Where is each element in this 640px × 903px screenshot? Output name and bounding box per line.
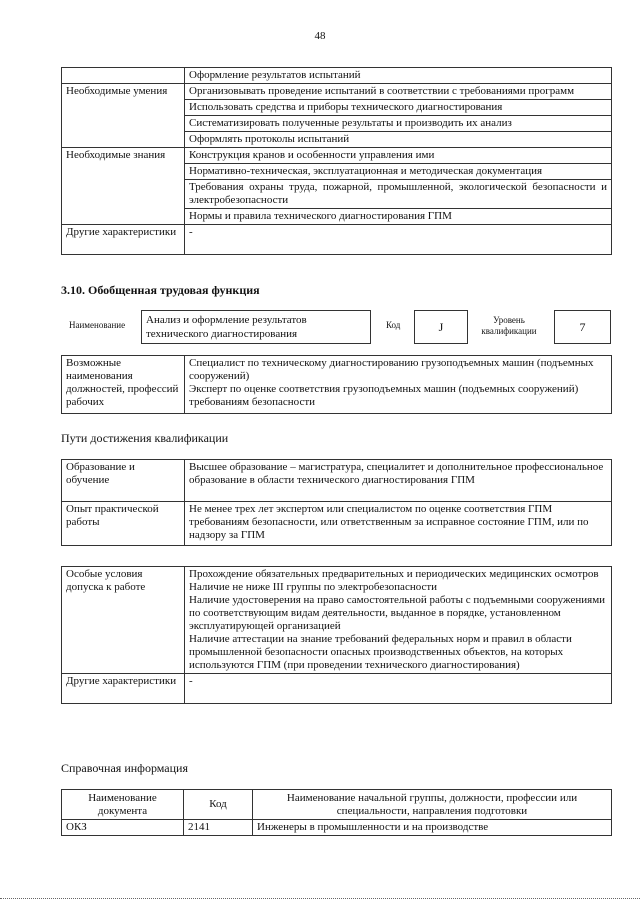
row-item: Конструкция кранов и особенности управления ими bbox=[185, 148, 612, 164]
table-row bbox=[62, 820, 612, 836]
experience-text: Не менее трех лет экспертом или специалистом по оценке соответствия ГПМ требованиям безопасности, или ответственным за исправное состояние ГПМ, или по надзору за ГПМ bbox=[185, 502, 612, 546]
function-code-box bbox=[414, 310, 468, 344]
reference-table bbox=[61, 789, 612, 836]
function-code-value: J bbox=[438, 320, 444, 334]
row-item: Нормативно-техническая, эксплуатационная и методическая документация bbox=[185, 164, 612, 180]
row-item: - bbox=[185, 225, 612, 255]
experience-label: Опыт практической работы bbox=[62, 502, 185, 546]
ref-cell-code: 2141 bbox=[184, 820, 253, 836]
row-label-knowledge: Необходимые знания bbox=[62, 148, 185, 225]
table-row bbox=[62, 84, 612, 100]
function-name-box bbox=[141, 310, 371, 344]
ref-cell-name: Инженеры в промышленности и на производстве bbox=[253, 820, 612, 836]
position-line: Специалист по техническому диагностированию грузоподъемных машин (подъемных сооружений) bbox=[189, 357, 594, 382]
row-item: Систематизировать полученные результаты и производить их анализ bbox=[185, 116, 612, 132]
row-label bbox=[62, 68, 185, 84]
ref-header-name: Наименование начальной группы, должности, профессии или специальности, направления подготовки bbox=[253, 790, 612, 820]
education-label: Образование и обучение bbox=[62, 460, 185, 502]
admission-table bbox=[61, 566, 612, 704]
table-row bbox=[62, 502, 612, 546]
admission-item: Прохождение обязательных предварительных и периодических медицинских осмотров bbox=[189, 568, 599, 580]
table-row bbox=[62, 225, 612, 255]
row-item: Оформление результатов испытаний bbox=[185, 68, 612, 84]
qualification-paths-heading: Пути достижения квалификации bbox=[61, 431, 229, 445]
admission-item: Наличие аттестации на знание требований федеральных норм и правил в области промышленной безопасности опасных производственных объектов, на которых используются ГПМ (при проведении технического диагностирования) bbox=[189, 633, 572, 671]
ref-cell-document: ОКЗ bbox=[62, 820, 184, 836]
function-code-label: Код bbox=[386, 320, 401, 330]
function-name-label: Наименование bbox=[69, 320, 126, 330]
row-item: Использовать средства и приборы технического диагностирования bbox=[185, 100, 612, 116]
row-item: Оформлять протоколы испытаний bbox=[185, 132, 612, 148]
admission-label: Особые условия допуска к работе bbox=[62, 567, 185, 674]
section-title: 3.10. Обобщенная трудовая функция bbox=[61, 283, 260, 297]
table-row bbox=[62, 68, 612, 84]
page-bottom-divider bbox=[0, 898, 640, 899]
table-row bbox=[62, 674, 612, 704]
table-row bbox=[62, 460, 612, 502]
skills-table bbox=[61, 67, 612, 255]
positions-label: Возможные наименования должностей, профессий рабочих bbox=[62, 356, 185, 414]
row-label-other: Другие характеристики bbox=[62, 225, 185, 255]
reference-heading: Справочная информация bbox=[61, 761, 188, 775]
ref-header-document: Наименование документа bbox=[62, 790, 184, 820]
function-level-box bbox=[554, 310, 611, 344]
table-row bbox=[62, 790, 612, 820]
function-level-value: 7 bbox=[579, 320, 586, 334]
positions-values bbox=[185, 356, 612, 414]
qualification-paths-table bbox=[61, 459, 612, 546]
table-row bbox=[62, 148, 612, 164]
function-level-label: Уровень квалификации bbox=[481, 315, 537, 336]
admission-item: Наличие удостоверения на право самостоятельной работы с подъемными сооружениями по соответствующим видам деятельности, выданное в порядке, установленном эксплуатирующей организацией bbox=[189, 594, 606, 632]
row-label-skills: Необходимые умения bbox=[62, 84, 185, 148]
row-item: Требования охраны труда, пожарной, промышленной, экологической безопасности и электробезопасности bbox=[185, 180, 612, 209]
position-line: Эксперт по оценке соответствия грузоподъемных машин (подъемных сооружений) требованиям безопасности bbox=[189, 383, 579, 408]
function-name-value: Анализ и оформление результатов технического диагностирования bbox=[146, 314, 307, 340]
table-row bbox=[62, 356, 612, 414]
admission-item: Наличие не ниже III группы по электробезопасности bbox=[189, 581, 438, 593]
other-value: - bbox=[185, 674, 612, 704]
positions-table bbox=[61, 355, 612, 414]
page-number: 48 bbox=[314, 30, 326, 42]
admission-items bbox=[185, 567, 612, 674]
row-item: Организовывать проведение испытаний в соответствии с требованиями программ bbox=[185, 84, 612, 100]
education-text: Высшее образование – магистратура, специалитет и дополнительное профессиональное образование в области технического диагностирования ГПМ bbox=[185, 460, 612, 502]
other-label: Другие характеристики bbox=[62, 674, 185, 704]
table-row bbox=[62, 567, 612, 674]
row-item: Нормы и правила технического диагностирования ГПМ bbox=[185, 209, 612, 225]
ref-header-code: Код bbox=[184, 790, 253, 820]
